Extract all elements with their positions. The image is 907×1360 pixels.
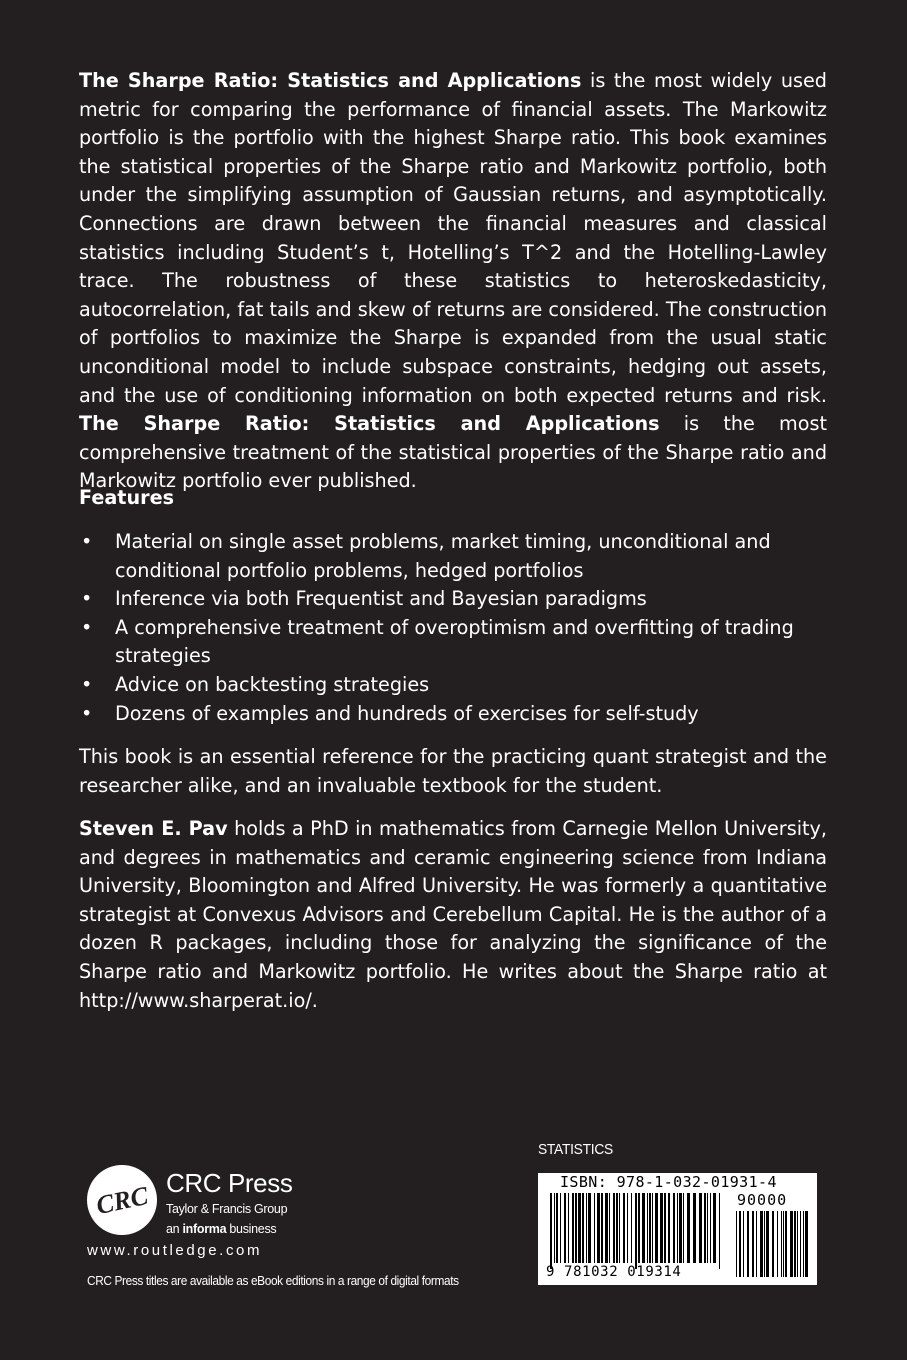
publisher-name: CRC Press xyxy=(166,1168,293,1198)
publisher-group: Taylor & Francis Group xyxy=(166,1202,288,1216)
feature-text: Inference via both Frequentist and Bayesian paradigms xyxy=(115,587,647,611)
feature-item xyxy=(79,671,827,700)
feature-text: Material on single asset problems, market timing, unconditional and conditional portfolio problems, hedged portfolios xyxy=(115,530,771,582)
barcode-digits: 9 781032 019314 xyxy=(546,1264,682,1280)
feature-item xyxy=(79,614,827,671)
reference-paragraph: This book is an essential reference for the practicing quant strategist and the researcher alike, and an invaluable textbook for the student. xyxy=(79,745,827,797)
ebook-note: CRC Press titles are available as eBook editions in a range of digital formats xyxy=(87,1274,459,1288)
bullet-icon: • xyxy=(81,587,93,611)
author-bio xyxy=(79,815,827,1015)
isbn-barcode xyxy=(538,1173,817,1285)
feature-text: A comprehensive treatment of overoptimism and overfitting of trading strategies xyxy=(115,615,794,668)
feature-text: Dozens of examples and hundreds of exercises for self-study xyxy=(115,701,699,725)
book-title-bold: The Sharpe Ratio: Statistics and Applications xyxy=(79,69,582,92)
description-text-2: is the most comprehensive treatment of the statistical properties of the Sharpe ratio and Markowitz portfolio ever published. xyxy=(79,412,827,493)
features-heading: Features xyxy=(79,486,175,509)
bullet-icon: • xyxy=(81,530,93,553)
price-code: 90000 xyxy=(737,1191,788,1209)
bullet-icon: • xyxy=(81,672,93,696)
book-description xyxy=(79,67,827,496)
feature-text: Advice on backtesting strategies xyxy=(115,672,430,696)
business-suffix: business xyxy=(226,1222,277,1236)
crc-logo xyxy=(86,1164,158,1236)
business-prefix: an xyxy=(166,1222,183,1236)
features-list xyxy=(79,528,827,728)
publisher-business xyxy=(166,1221,276,1237)
book-title-bold-2: The Sharpe Ratio: Statistics and Applications xyxy=(79,412,660,436)
publisher-website: www.routledge.com xyxy=(87,1242,263,1259)
business-bold: informa xyxy=(182,1222,227,1236)
feature-item xyxy=(79,528,827,585)
bullet-icon: • xyxy=(81,701,93,725)
bullet-icon: • xyxy=(81,615,93,639)
crc-logo-text: CRC xyxy=(93,1180,151,1221)
author-bio-text: holds a PhD in mathematics from Carnegie Mellon University, and degrees in mathematics and ceramic engineering science from Indiana University, Bloomington and Alfred University. He was formerly a quantitative strategist at Convexus Advisors and Cerebellum Capital. He is the author of a dozen R packages, including those for analyzing the significance of the Sharpe ratio and Markowitz portfolio. He writes about the Sharpe ratio at http://www.sharperat.io/. xyxy=(79,817,828,1012)
isbn-label: ISBN: 978-1-032-01931-4 xyxy=(560,1173,777,1191)
description-text: is the most widely used metric for comparing the performance of financial assets. The Markowitz portfolio is the portfolio with the highest Sharpe ratio. This book examines the statistical properties of the Sharpe ratio and Markowitz portfolio, both under the simplifying assumption of Gaussian returns, and asymptotically. Connections are drawn between the financial measures and classical statistics including Student’s t, Hotelling’s T^2 and the Hotelling-Lawley trace. The robustness of these statistics to heteroskedasticity, autocorrelation, fat tails and skew of returns are considered. The construction of portfolios to maximize the Sharpe is expanded from the usual static unconditional model to include subspace constraints, hedging out assets, and the use of conditioning information on both expected returns and risk. xyxy=(79,69,827,407)
author-name: Steven E. Pav xyxy=(79,817,228,840)
feature-item xyxy=(79,700,827,729)
feature-item xyxy=(79,585,827,614)
subject-category: STATISTICS xyxy=(538,1141,613,1158)
